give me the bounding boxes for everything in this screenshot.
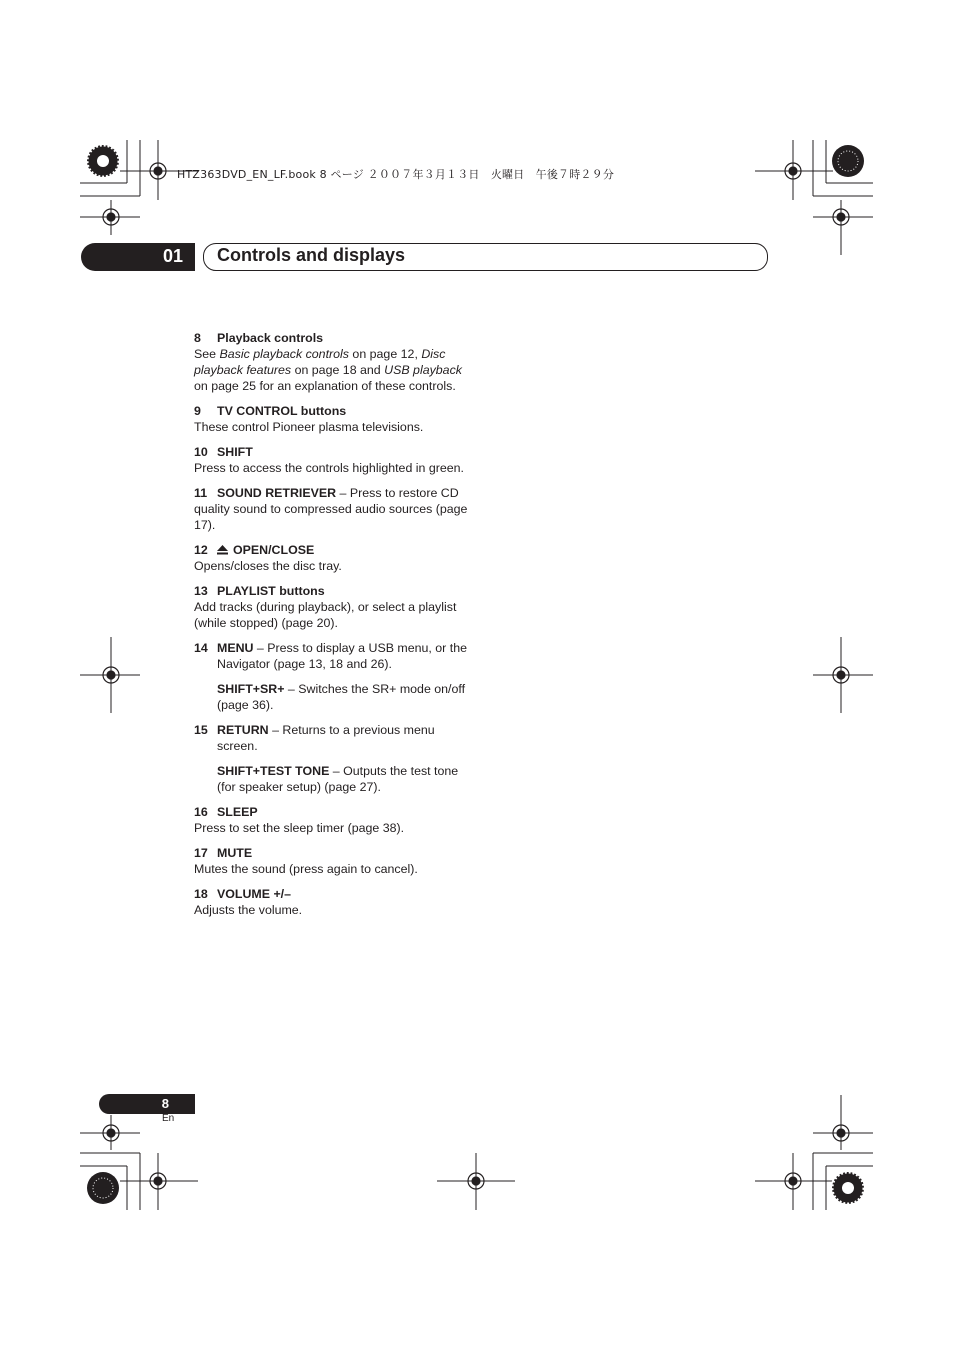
item-body: Opens/closes the disc tray.	[194, 559, 342, 573]
item-number: 13	[194, 584, 208, 598]
list-item	[194, 583, 474, 631]
item-title: PLAYLIST buttons	[217, 584, 325, 598]
chapter-number: 01	[162, 246, 183, 266]
item-number: 15	[194, 723, 208, 737]
item-subtitle: SHIFT+SR+	[217, 682, 285, 696]
item-number: 18	[194, 887, 208, 901]
item-body: These control Pioneer plasma televisions.	[194, 420, 424, 434]
item-number: 8	[194, 331, 201, 345]
item-title: TV CONTROL buttons	[217, 404, 347, 418]
item-subtitle: SHIFT+TEST TONE	[217, 764, 330, 778]
item-body: Add tracks (during playback), or select a playlist (while stopped) (page 20).	[194, 600, 457, 630]
item-body: Mutes the sound (press again to cancel).	[194, 862, 418, 876]
item-title: RETURN	[217, 723, 269, 737]
item-number: 14	[194, 641, 208, 655]
item-body: Press to set the sleep timer (page 38).	[194, 821, 405, 835]
item-number: 10	[194, 445, 208, 459]
item-subbody: – Outputs the test tone (for speaker setup) (page 27).	[217, 764, 459, 794]
eject-icon	[217, 543, 228, 553]
item-number: 12	[194, 543, 208, 557]
item-number: 16	[194, 805, 208, 819]
list-item	[194, 722, 474, 795]
list-item	[194, 403, 474, 435]
item-title: MENU	[217, 641, 254, 655]
item-title: Playback controls	[217, 331, 324, 345]
item-number: 11	[194, 486, 208, 500]
print-header: HTZ363DVD_EN_LF.book 8 ページ ２００７年３月１３日 火曜日 午後７時２９分	[177, 168, 615, 181]
item-body: – Press to restore CD quality sound to compressed audio sources (page 17).	[194, 486, 468, 532]
item-body: Press to access the controls highlighted in green.	[194, 461, 464, 475]
chapter-title-box	[203, 243, 768, 271]
item-title: SLEEP	[217, 805, 258, 819]
page-number-badge	[99, 1094, 195, 1114]
controls-list	[194, 330, 474, 927]
list-item	[194, 640, 474, 713]
chapter-title: Controls and displays	[217, 245, 406, 265]
page-language: En	[162, 1113, 175, 1124]
item-body: – Press to display a USB menu, or the Navigator (page 13, 18 and 26).	[217, 641, 467, 671]
list-item	[194, 804, 474, 836]
item-number: 9	[194, 404, 201, 418]
item-number: 17	[194, 846, 208, 860]
list-item	[194, 444, 474, 476]
list-item	[194, 845, 474, 877]
item-subbody: – Switches the SR+ mode on/off (page 36).	[217, 682, 466, 712]
item-title: SHIFT	[217, 445, 253, 459]
list-item	[194, 330, 474, 394]
list-item	[194, 886, 474, 918]
page-number: 8	[161, 1096, 169, 1111]
item-body: See Basic playback controls on page 12, Disc playback features on page 18 and USB playback on page 25 for an explanation of these controls.	[194, 347, 462, 393]
item-title: SOUND RETRIEVER	[217, 486, 337, 500]
item-title: OPEN/CLOSE	[233, 543, 315, 557]
item-body: Adjusts the volume.	[194, 903, 303, 917]
item-body: – Returns to a previous menu screen.	[217, 723, 435, 753]
item-title: VOLUME +/–	[217, 887, 292, 901]
list-item	[194, 485, 474, 533]
list-item	[194, 542, 474, 574]
item-title: MUTE	[217, 846, 253, 860]
chapter-badge	[81, 243, 195, 271]
